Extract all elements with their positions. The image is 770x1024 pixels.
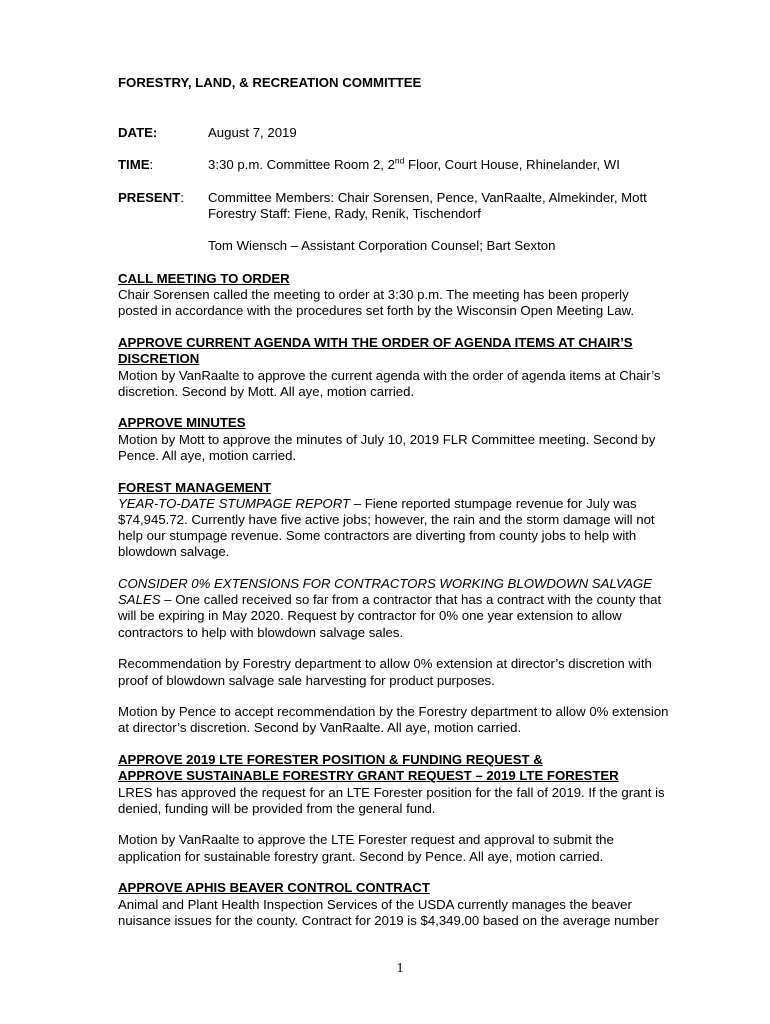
section-aphis-contract (118, 880, 698, 929)
paragraph-line: Motion by Pence to accept recommendation by the Forestry department to allow 0% extension (118, 704, 669, 720)
paragraph-line (118, 496, 698, 512)
paragraph-line: posted in accordance with the procedures set forth by the Wisconsin Open Meeting Law. (118, 303, 635, 319)
paragraph-line: Recommendation by Forestry department to allow 0% extension at director’s discretion with (118, 656, 652, 672)
paragraph-line: nuisance issues for the county. Contract for 2019 is $4,349.00 based on the average number (118, 912, 659, 928)
section-heading: APPROVE MINUTES (118, 415, 246, 431)
page-number: 1 (396, 961, 404, 976)
motion-paragraph (118, 704, 698, 736)
section-heading: APPROVE 2019 LTE FORESTER POSITION & FUNDING REQUEST & (118, 752, 543, 768)
paragraph-text: – One called received so far from a contractor that has a contract with the county that (160, 592, 662, 608)
present-label-colon: : (180, 190, 184, 205)
section-forest-management (118, 480, 698, 737)
section-approve-minutes (118, 415, 698, 464)
date-label: DATE: (118, 125, 158, 140)
paragraph-line: Motion by VanRaalte to approve the current agenda with the order of agenda items at Chair’s (118, 367, 661, 383)
paragraph-line: Chair Sorensen called the meeting to order at 3:30 p.m. The meeting has been properly (118, 287, 629, 303)
paragraph-line: proof of blowdown salvage sale harvesting for product purposes. (118, 672, 495, 688)
paragraph-line: LRES has approved the request for an LTE Forester position for the fall of 2019. If the grant is (118, 784, 665, 800)
paragraph-line: Pence. All aye, motion carried. (118, 447, 297, 463)
motion-paragraph (118, 832, 698, 864)
paragraph-line: Motion by VanRaalte to approve the LTE Forester request and approval to submit the (118, 832, 614, 848)
time-label-colon: : (149, 157, 154, 172)
section-heading: CALL MEETING TO ORDER (118, 271, 290, 286)
subheading: YEAR-TO-DATE STUMPAGE REPORT (118, 495, 351, 511)
time-label-text: TIME (118, 157, 150, 172)
paragraph-line: denied, funding will be provided from the general fund. (118, 800, 436, 816)
paragraph-text: – Fiene reported stumpage revenue for July was (350, 495, 637, 511)
forestry-staff: Forestry Staff: Fiene, Rady, Renik, Tischendorf (208, 206, 481, 221)
subheading: CONSIDER 0% EXTENSIONS FOR CONTRACTORS WORKING BLOWDOWN SALVAGE (118, 576, 652, 592)
committee-title: FORESTRY, LAND, & RECREATION COMMITTEE (118, 75, 422, 90)
paragraph-line: $74,945.72. Currently have five active jobs; however, the rain and the storm damage will not (118, 511, 655, 527)
section-heading: APPROVE CURRENT AGENDA WITH THE ORDER OF AGENDA ITEMS AT CHAIR’S (118, 335, 633, 351)
section-heading: DISCRETION (118, 351, 200, 367)
extension-paragraph (118, 576, 698, 641)
section-heading: FOREST MANAGEMENT (118, 479, 272, 495)
present-label (118, 190, 184, 206)
paragraph-line: Animal and Plant Health Inspection Services of the USDA currently manages the beaver (118, 896, 632, 912)
paragraph-line: help our stumpage revenue. Some contractors are diverting from county jobs to help with (118, 528, 637, 544)
section-call-to-order (118, 271, 698, 320)
paragraph-line: Motion by Mott to approve the minutes of July 10, 2019 FLR Committee meeting. Second by (118, 431, 656, 447)
subheading: SALES (118, 592, 161, 608)
minutes-body (118, 271, 698, 945)
section-lte-forester (118, 752, 698, 865)
paragraph-line: blowdown salvage. (118, 544, 230, 560)
paragraph-line (118, 592, 698, 608)
paragraph-line: contractors to help with blowdown salvage sales. (118, 624, 404, 640)
stumpage-report-paragraph (118, 480, 698, 561)
committee-members: Committee Members: Chair Sorensen, Pence, VanRaalte, Almekinder, Mott (208, 190, 647, 205)
paragraph-line: will be expiring in May 2020. Request by contractor for 0% one year extension to allow (118, 608, 622, 624)
section-heading: APPROVE SUSTAINABLE FORESTRY GRANT REQUEST – 2019 LTE FORESTER (118, 768, 619, 784)
ordinal-suffix: nd (394, 155, 405, 166)
recommendation-paragraph (118, 656, 698, 688)
paragraph-line (118, 576, 698, 592)
lte-paragraph (118, 752, 698, 817)
section-approve-agenda (118, 335, 698, 400)
time-value (208, 157, 620, 173)
present-label-text: PRESENT (118, 190, 181, 205)
paragraph-line: application for sustainable forestry grant. Second by Pence. All aye, motion carried. (118, 848, 604, 864)
paragraph-line: at director’s discretion. Second by VanRaalte. All aye, motion carried. (118, 720, 522, 736)
other-attendees: Tom Wiensch – Assistant Corporation Counsel; Bart Sexton (208, 238, 556, 253)
time-label (118, 157, 153, 173)
date-value: August 7, 2019 (208, 125, 297, 140)
paragraph-line: discretion. Second by Mott. All aye, motion carried. (118, 383, 415, 399)
time-value-location: Floor, Court House, Rhinelander, WI (404, 157, 620, 172)
time-value-text: 3:30 p.m. Committee Room 2, 2 (208, 157, 395, 172)
section-heading: APPROVE APHIS BEAVER CONTROL CONTRACT (118, 880, 430, 896)
